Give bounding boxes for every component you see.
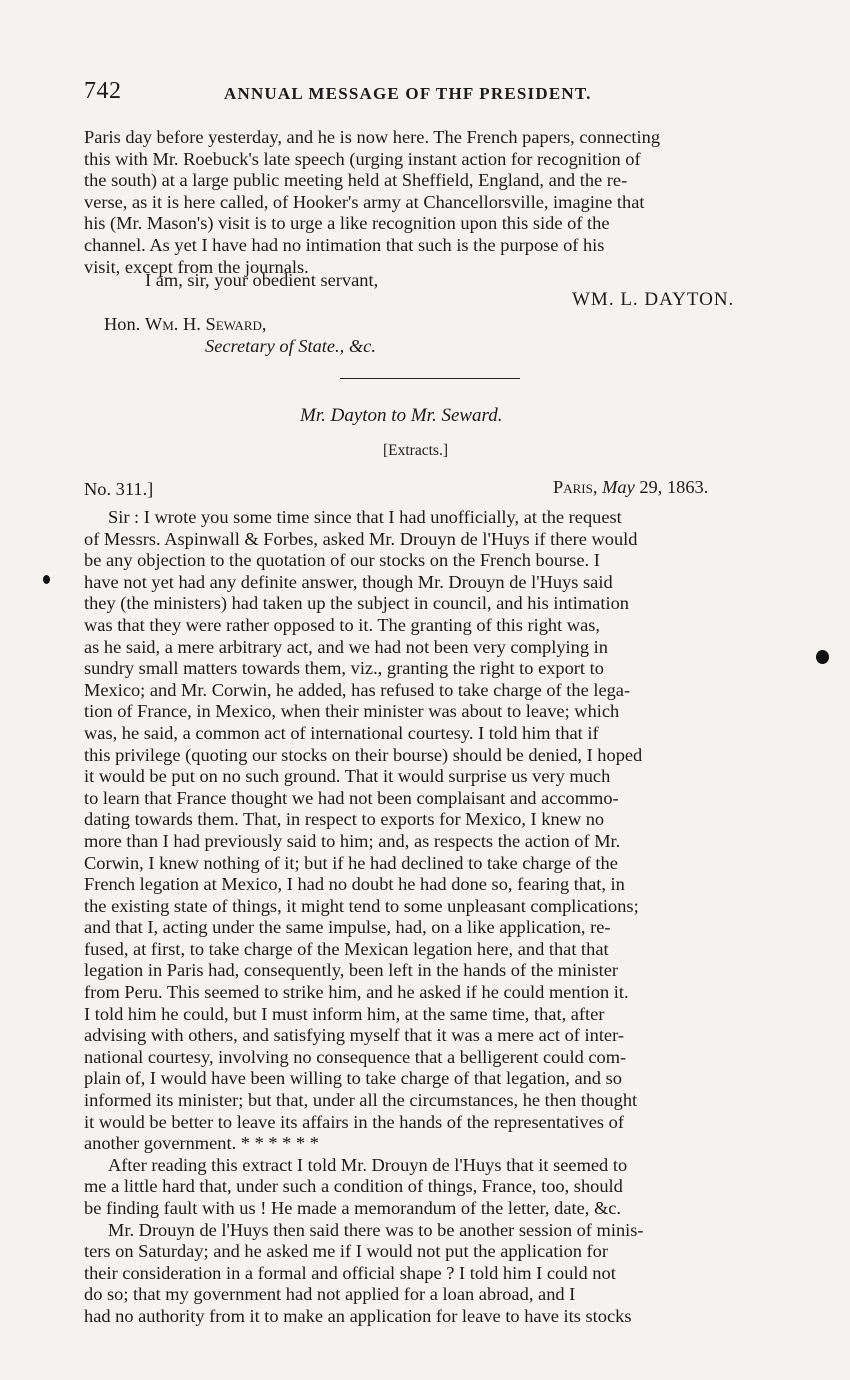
signature: WM. L. DAYTON.	[572, 289, 735, 310]
text-line: his (Mr. Mason's) visit is to urge a like recognition upon this side of the	[84, 213, 610, 234]
text-line: their consideration in a formal and official shape ? I told him I could not	[84, 1262, 616, 1283]
letter-body	[84, 507, 764, 1328]
addressee-name: Wm. H. Seward,	[144, 314, 267, 334]
text-line: was, he said, a common act of international courtesy. I told him that if	[84, 722, 599, 743]
text-line: fused, at first, to take charge of the Mexican legation here, and that that	[84, 938, 609, 959]
text-line: visit, except from the journals.	[84, 256, 309, 277]
text-line: tion of France, in Mexico, when their minister was about to leave; which	[84, 701, 620, 722]
text-line: me a little hard that, under such a condition of things, France, too, should	[84, 1176, 623, 1197]
letter-heading: Mr. Dayton to Mr. Seward.	[300, 405, 503, 426]
text-line: Paris day before yesterday, and he is now here. The French papers, connecting	[84, 127, 661, 147]
text-line: more than I had previously said to him; and, as respects the action of Mr.	[84, 830, 621, 851]
text-line: dating towards them. That, in respect to exports for Mexico, I knew no	[84, 809, 605, 830]
text-line: Mexico; and Mr. Corwin, he added, has refused to take charge of the lega-	[84, 679, 631, 700]
text-line: I told him he could, but I must inform him, at the same time, that, after	[84, 1003, 605, 1024]
text-line: channel. As yet I have had no intimation that such is the purpose of his	[84, 234, 605, 255]
closing-salutation: I am, sir, your obedient servant,	[145, 270, 379, 290]
text-line: this privilege (quoting our stocks on their bourse) should be denied, I hoped	[84, 744, 643, 765]
text-line: as he said, a mere arbitrary act, and we had not been very complying in	[84, 636, 608, 657]
text-line: plain of, I would have been willing to take charge of that legation, and so	[84, 1068, 622, 1089]
extracts-label: [Extracts.]	[383, 442, 448, 459]
dateline-place: Paris,	[553, 477, 598, 497]
text-line: be finding fault with us ! He made a memorandum of the letter, date, &c.	[84, 1198, 622, 1218]
text-line: from Peru. This seemed to strike him, and he asked if he could mention it.	[84, 982, 629, 1003]
addressee-title: Secretary of State., &c.	[205, 336, 376, 356]
text-line: the south) at a large public meeting held at Sheffield, England, and the re-	[84, 170, 628, 191]
text-line: verse, as it is here called, of Hooker's army at Chancellorsville, imagine that	[84, 191, 645, 212]
text-line: national courtesy, involving no consequence that a belligerent could com-	[84, 1046, 627, 1067]
text-line: of Messrs. Aspinwall & Forbes, asked Mr. Drouyn de l'Huys if there would	[84, 528, 638, 549]
running-title: ANNUAL MESSAGE OF THF PRESIDENT.	[224, 84, 592, 103]
text-line: ters on Saturday; and he asked me if I would not put the application for	[84, 1241, 608, 1262]
addressee-prefix: Hon.	[104, 314, 145, 334]
dateline-month: May	[602, 477, 635, 497]
text-line: advising with others, and satisfying myself that it was a mere act of inter-	[84, 1025, 624, 1046]
text-line: this with Mr. Roebuck's late speech (urging instant action for recognition of	[84, 148, 641, 169]
text-line: sundry small matters towards them, viz., granting the right to export to	[84, 658, 604, 679]
text-line: another government. * * * * * *	[84, 1133, 319, 1154]
text-line: After reading this extract I told Mr. Drouyn de l'Huys that it seemed to	[108, 1154, 628, 1175]
text-line: Sir : I wrote you some time since that I had unofficially, at the request	[108, 507, 622, 527]
text-line: they (the ministers) had taken up the subject in council, and his intimation	[84, 593, 629, 614]
text-line: legation in Paris had, consequently, been left in the hands of the minister	[84, 960, 619, 981]
text-line: do so; that my government had not applied for a loan abroad, and I	[84, 1284, 576, 1305]
ink-speck	[43, 575, 50, 584]
document-number: No. 311.]	[84, 479, 154, 499]
text-line: was that they were rather opposed to it. The granting of this right was,	[84, 614, 601, 635]
text-line: it would be better to leave its affairs in the hands of the representatives of	[84, 1111, 624, 1132]
text-line: and that I, acting under the same impulse, had, on a like application, re-	[84, 917, 611, 938]
addressee	[104, 314, 267, 335]
text-line: it would be put on no such ground. That it would surprise us very much	[84, 766, 611, 787]
text-line: Corwin, I knew nothing of it; but if he had declined to take charge of the	[84, 852, 618, 873]
page-header	[84, 78, 764, 112]
paragraph-continuation	[84, 127, 764, 278]
text-line: the existing state of things, it might tend to some unpleasant complications;	[84, 895, 639, 916]
text-line: to learn that France thought we had not been complaisant and accommo-	[84, 787, 619, 808]
text-line: had no authority from it to make an application for leave to have its stocks	[84, 1305, 632, 1326]
text-line: be any objection to the quotation of our stocks on the French bourse. I	[84, 550, 600, 571]
text-line: French legation at Mexico, I had no doubt he had done so, fearing that, in	[84, 874, 625, 895]
dateline	[553, 477, 708, 498]
dateline-date: 29, 1863.	[639, 477, 709, 497]
text-line: have not yet had any definite answer, though Mr. Drouyn de l'Huys said	[84, 571, 613, 592]
page-number: 742	[84, 78, 122, 104]
text-line: Mr. Drouyn de l'Huys then said there was to be another session of minis-	[108, 1219, 644, 1240]
text-line: informed its minister; but that, under all the circumstances, he then thought	[84, 1090, 638, 1111]
ink-speck	[816, 650, 829, 664]
section-divider	[340, 378, 520, 379]
